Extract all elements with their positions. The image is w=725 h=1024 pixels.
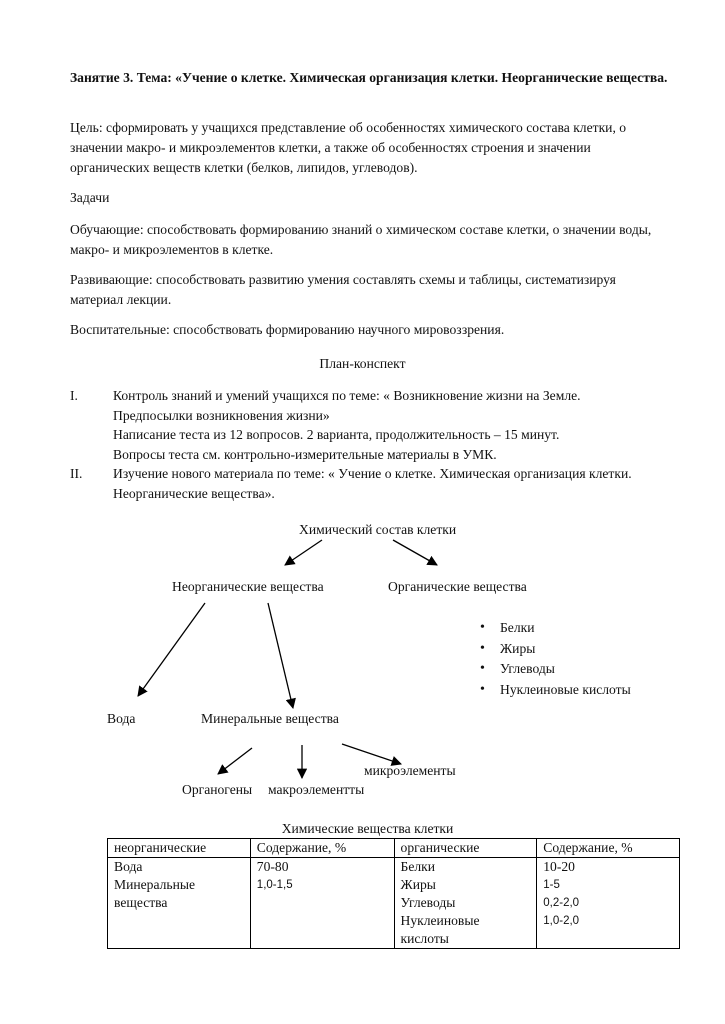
diagram-macroelements-label: макроэлементты [268,782,365,797]
plan-item-line: Вопросы теста см. контрольно-измерительные материалы в УМК. [113,446,497,462]
teaching-objectives: Обучающие: способствовать формированию знаний о химическом составе клетки, о значении воды, макро- и микроэлементов в клетке. [70,222,652,257]
cell-line: 1,0-2,0 [543,915,580,927]
diagram-organic-label: Органические вещества [388,579,527,594]
cell-line: 70-80 [256,859,289,874]
table-header: органические [394,839,537,858]
cell-line: Вода [114,859,143,874]
cell-line: вещества [114,895,168,910]
table-header: Содержание, % [537,839,680,858]
lesson-goal: Цель: сформировать у учащихся представление об особенностях химического состава клетки, о значении макро- и микроэлементов клетки, а также об особенностях строения и значении органических веществ клетки (белков, липидов, углеводов). [70,120,627,175]
arrow-minerals-to-organogens [218,748,252,774]
cell-line: Белки [400,859,436,874]
list-item: • Углеводы [478,659,631,680]
plan-item-line: Неорганические вещества». [113,485,275,501]
cell-line: 1,0-1,5 [256,879,293,891]
plan-item-number: I. [70,388,78,403]
tasks-heading: Задачи [70,190,110,205]
developing-objectives: Развивающие: способствовать развитию умения составлять схемы и таблицы, систематизируя материал лекции. [70,272,616,307]
diagram-root-label: Химический состав клетки [299,522,457,537]
table-header: неорганические [108,839,251,858]
cell-line: кислоты [400,931,449,946]
arrow-inorganic-to-water [138,603,205,696]
arrow-minerals-to-microelements [342,744,401,764]
organic-values-cell [537,858,680,949]
arrow-root-to-inorganic [285,540,322,565]
table-row [108,858,680,949]
plan-item-line: Контроль знаний и умений учащихся по теме: « Возникновение жизни на Земле. [113,388,581,403]
diagram-organogens-label: Органогены [182,782,253,797]
cell-line: Минеральные [114,877,196,892]
cell-line: Жиры [400,877,436,892]
list-item: • Белки [478,618,631,639]
diagram-inorganic-label: Неорганические вещества [172,579,324,594]
chemical-composition-diagram [0,510,725,810]
plan-list [70,386,690,503]
cell-line: 10-20 [543,859,575,874]
chemical-substances-table [107,838,680,949]
organic-substances-list [478,618,631,700]
inorganic-names-cell [108,858,251,949]
diagram-minerals-label: Минеральные вещества [201,711,339,726]
organic-names-cell [394,858,537,949]
arrow-inorganic-to-minerals [268,603,293,708]
arrow-root-to-organic [393,540,437,565]
plan-item-line: Предпосылки возникновения жизни» [113,407,330,423]
diagram-water-label: Вода [107,711,136,726]
plan-item-line: Изучение нового материала по теме: « Учение о клетке. Химическая организация клетки. [113,466,632,481]
lesson-title: Занятие 3. Тема: «Учение о клетке. Химическая организация клетки. Неорганические вещества. [70,70,668,85]
cell-line: Углеводы [400,895,456,910]
list-item: • Жиры [478,639,631,660]
inorganic-values-cell [250,858,394,949]
table-title: Химические вещества клетки [281,821,454,836]
table-header: Содержание, % [250,839,394,858]
cell-line: 1-5 [543,879,560,891]
table-header-row [108,839,680,858]
list-item: • Нуклеиновые кислоты [478,680,631,701]
cell-line: Нуклеиновые [400,913,480,928]
educational-objectives: Воспитательные: способствовать формированию научного мировоззрения. [70,322,505,337]
plan-item [70,386,690,464]
plan-item-line: Написание теста из 12 вопросов. 2 варианта, продолжительность – 15 минут. [113,427,560,442]
cell-line: 0,2-2,0 [543,897,580,909]
diagram-microelements-label: микроэлементы [364,763,456,778]
plan-title: План-конспект [319,356,406,371]
plan-item [70,464,690,503]
plan-item-number: II. [70,466,83,481]
